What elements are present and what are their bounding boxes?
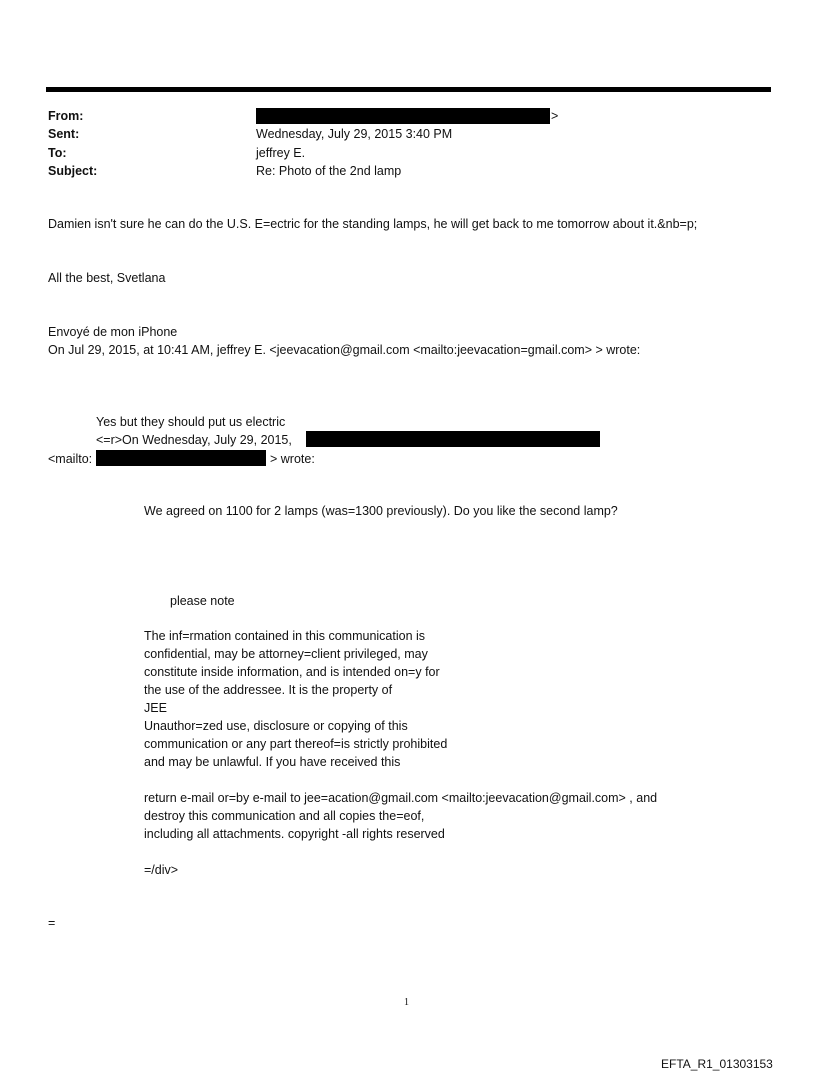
redacted-mailto <box>96 450 266 466</box>
quote1-line-1: Yes but they should put us electric <box>96 415 286 429</box>
disclaimer-line: The inf=rmation contained in this communication is <box>144 629 426 643</box>
quote1-wrote: > wrote: <box>270 452 315 466</box>
sent-label: Sent: <box>48 127 80 141</box>
equals-marker: = <box>48 916 56 930</box>
mailto-prefix: <mailto: <box>48 452 93 466</box>
envoye-line: Envoyé de mon iPhone <box>48 325 178 339</box>
subject-value: Re: Photo of the 2nd lamp <box>256 164 402 178</box>
disclaimer-line: JEE <box>144 701 167 715</box>
redacted-quote-sender <box>306 431 600 447</box>
to-label: To: <box>48 146 67 160</box>
disclaimer-line: Unauthor=zed use, disclosure or copying of this <box>144 719 408 733</box>
from-label: From: <box>48 109 84 123</box>
disclaimer-line: communication or any part thereof=is strictly prohibited <box>144 737 448 751</box>
to-value: jeffrey E. <box>256 146 306 160</box>
signoff: All the best, Svetlana <box>48 271 166 285</box>
return-line: destroy this communication and all copies the=eof, <box>144 809 425 823</box>
disclaimer-line: confidential, may be attorney=client privileged, may <box>144 647 428 661</box>
return-line: return e-mail or=by e-mail to jee=acation@gmail.com <mailto:jeevacation@gmail.com> , and <box>144 791 658 805</box>
sent-value: Wednesday, July 29, 2015 3:40 PM <box>256 127 453 141</box>
agreed-line: We agreed on 1100 for 2 lamps (was=1300 previously). Do you like the second lamp? <box>144 504 618 518</box>
please-note: please note <box>170 594 235 608</box>
on-wrote-line: On Jul 29, 2015, at 10:41 AM, jeffrey E. <jeevacation@gmail.com <mailto:jeevacation=gmail.com> > wrote: <box>48 343 641 357</box>
div-close: =/div> <box>144 863 179 877</box>
disclaimer-line: constitute inside information, and is intended on=y for <box>144 665 440 679</box>
redacted-sender <box>256 108 550 124</box>
subject-label: Subject: <box>48 164 98 178</box>
page-number: 1 <box>404 997 409 1008</box>
disclaimer-line: and may be unlawful. If you have received this <box>144 755 401 769</box>
return-line: including all attachments. copyright -all rights reserved <box>144 827 445 841</box>
disclaimer-line: the use of the addressee. It is the property of <box>144 683 393 697</box>
body-line-1: Damien isn't sure he can do the U.S. E=ectric for the standing lamps, he will get back to me tomorrow about it.&nb=p; <box>48 217 698 231</box>
from-suffix: > <box>551 109 559 123</box>
quote1-line-2: <=r>On Wednesday, July 29, 2015, <box>96 433 292 447</box>
header-rule <box>46 87 771 92</box>
document-id: EFTA_R1_01303153 <box>661 1057 773 1071</box>
